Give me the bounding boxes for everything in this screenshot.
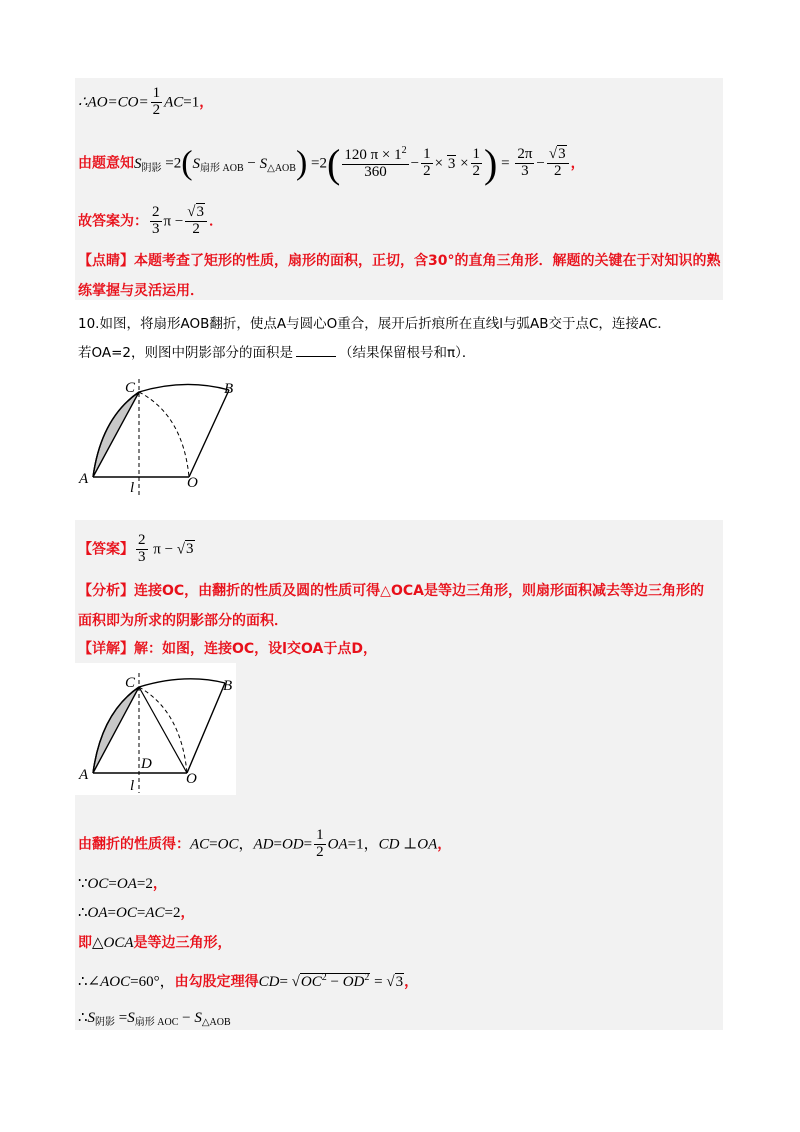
label-o: O [186, 771, 197, 787]
comment-line-1: 【点睛】本题考查了矩形的性质，扇形的面积，正切，含30°的直角三角形．解题的关键在于对知识的熟 [78, 253, 721, 269]
step-2: ∵OC=OA=2， [78, 876, 167, 892]
step-6: $\therefore S_{阴影} =S_{扇形 AOC} - S_{\triangle AOB}$ [78, 1010, 231, 1028]
shaded-region [93, 392, 139, 477]
shaded-region [93, 687, 139, 773]
analysis-line-2: 面积即为所求的阴影部分的面积． [78, 613, 288, 629]
label-b: B [224, 381, 234, 397]
label-c: C [125, 675, 136, 691]
detail-line: 【详解】解：如图，连接OC，设l交OA于点D， [78, 641, 377, 657]
prev-line-3: 故答案为： $\frac{2}{3}$ π − $\frac{√3}{2}$ ． [78, 204, 224, 237]
line-ob [187, 683, 225, 773]
prev-line-2: 由题意知$S_{阴影} =2(S_{扇形 AOB} - S_{\triangle AOB}) =2$( $\frac{120 \pi \times 1^2}{360}$ − $\frac{1}{2}$ × 3 × $\frac{1}{2}$ ) = $\frac{2\pi}{3}$ − $\frac{√3}{2}$ ， [78, 141, 585, 186]
question-line-2: 若OA=2，则图中阴影部分的面积是 （结果保留根号和π）． [78, 345, 476, 361]
label-a: A [79, 471, 89, 487]
label-a: A [79, 767, 89, 783]
label-l: l [130, 480, 135, 496]
prev-line-1: ∴AO=CO= $\frac{1}{2}$ AC=1， [78, 85, 214, 118]
step-1: 由翻折的性质得：AC=OC，AD=OD= $\frac{1}{2}$ OA=1，CD ⊥OA， [78, 827, 452, 860]
label-o: O [187, 475, 198, 491]
step-3: ∴OA=OC=AC=2， [78, 905, 195, 921]
label-b: B [223, 678, 233, 694]
label-l: l [130, 778, 135, 794]
answer-blank [296, 356, 336, 357]
detail-figure [75, 663, 236, 795]
step-4: 即△OCA是等边三角形， [78, 935, 232, 951]
label-c: C [125, 380, 136, 396]
answer-line: 【答案】 $\frac{2}{3}$ π − √3 [78, 532, 194, 565]
label-d: D [141, 756, 152, 772]
question-figure [75, 375, 250, 500]
step-5: ∴∠AOC=60°，由勾股定理得$CD= √OC^2 - OD^2 = √3$， [78, 972, 419, 990]
analysis-line-1: 【分析】连接OC，由翻折的性质及圆的性质可得△OCA是等边三角形，则扇形面积减去等边三角形的 [78, 583, 704, 599]
line-ob [189, 390, 229, 477]
question-line-1: 10.如图，将扇形AOB翻折，使点A与圆心O重合，展开后折痕所在直线l与弧AB交于点C，连接AC． [78, 316, 671, 332]
comment-line-2: 练掌握与灵活运用． [78, 283, 204, 299]
folded-arc [139, 392, 189, 477]
